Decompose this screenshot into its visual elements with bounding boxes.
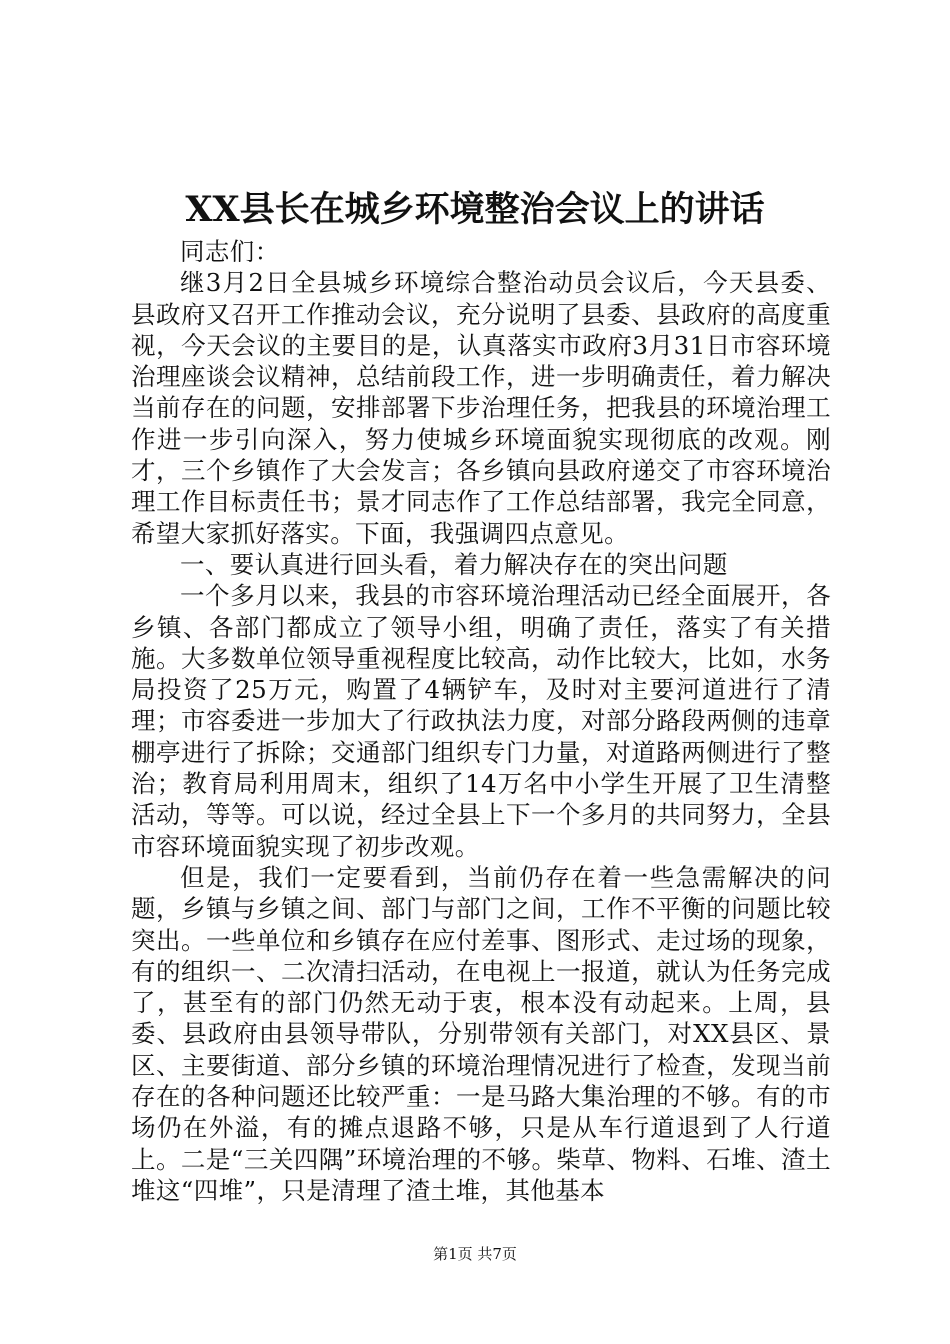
document-body <box>131 236 831 1205</box>
body-paragraph: 一个多月以来，我县的市容环境治理活动已经全面展开，各乡镇、各部门都成立了领导小组，明确了责任，落实了有关措施。大多数单位领导重视程度比较高，动作比较大，比如，水务局投资了25万元，购置了4辆铲车，及时对主要河道进行了清理；市容委进一步加大了行政执法力度，对部分路段两侧的违章棚亭进行了拆除；交通部门组织专门力量，对道路两侧进行了整治；教育局利用周末，组织了14万名中小学生开展了卫生清整活动，等等。可以说，经过全县上下一个多月的共同努力，全县市容环境面貌实现了初步改观。 <box>131 581 831 861</box>
document-title: XX县长在城乡环境整治会议上的讲话 <box>185 189 765 230</box>
body-paragraph: 但是，我们一定要看到，当前仍存在着一些急需解决的问题，乡镇与乡镇之间、部门与部门之间，工作不平衡的问题比较突出。一些单位和乡镇存在应付差事、图形式、走过场的现象，有的组织一、二次清扫活动，在电视上一报道，就认为任务完成了，甚至有的部门仍然无动于衷，根本没有动起来。上周，县委、县政府由县领导带队，分别带领有关部门，对XX县区、景区、主要街道、部分乡镇的环境治理情况进行了检查，发现当前存在的各种问题还比较严重：一是马路大集治理的不够。有的市场仍在外溢，有的摊点退路不够，只是从车行道退到了人行道上。二是“三关四隅”环境治理的不够。柴草、物料、石堆、渣土堆这“四堆”，只是清理了渣土堆，其他基本 <box>131 862 831 1205</box>
body-paragraph: 继3月2日全县城乡环境综合整治动员会议后，今天县委、县政府又召开工作推动会议，充分说明了县委、县政府的高度重视，今天会议的主要目的是，认真落实市政府3月31日市容环境治理座谈会议精神，总结前段工作，进一步明确责任，着力解决当前存在的问题，安排部署下步治理任务，把我县的环境治理工作进一步引向深入，努力使城乡环境面貌实现彻底的改观。刚才，三个乡镇作了大会发言；各乡镇向县政府递交了市容环境治理工作目标责任书；景才同志作了工作总结部署，我完全同意，希望大家抓好落实。下面，我强调四点意见。 <box>131 268 831 548</box>
section-heading: 一、要认真进行回头看，着力解决存在的突出问题 <box>180 549 728 579</box>
page-number-footer: 第1页 共7页 <box>433 1245 517 1263</box>
salutation-paragraph: 同志们： <box>180 237 280 266</box>
